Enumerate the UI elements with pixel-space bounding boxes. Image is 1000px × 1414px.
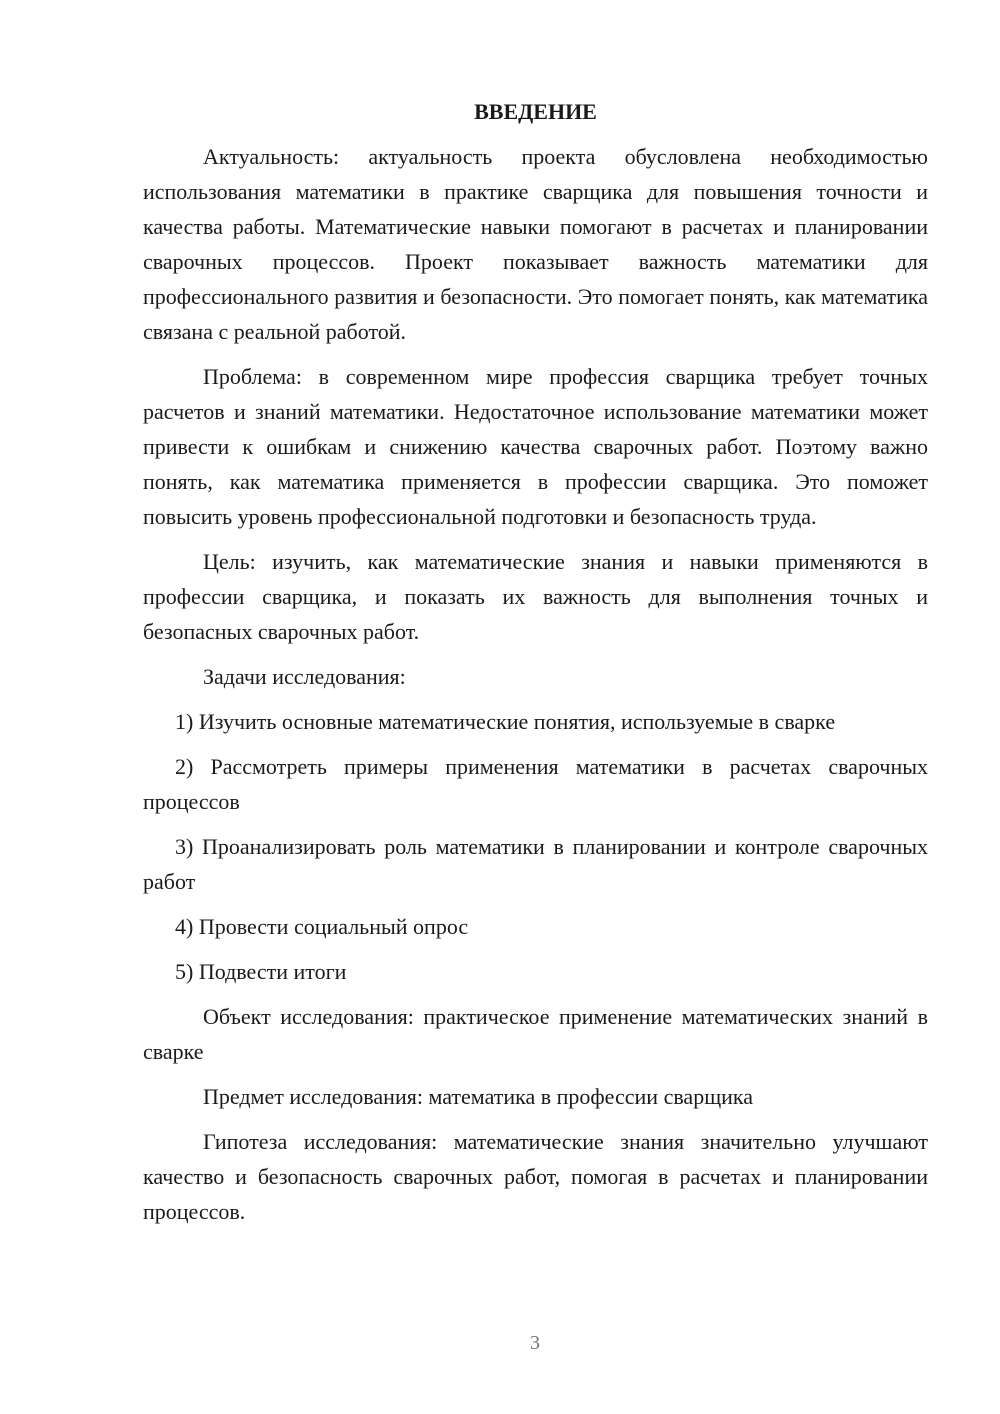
list-item: 3) Проанализировать роль математики в планировании и контроле сварочных работ [143, 834, 928, 894]
list-item: 2) Рассмотреть примеры применения математики в расчетах сварочных процессов [143, 754, 928, 814]
list-item: 4) Провести социальный опрос [175, 914, 469, 939]
tasks-list [143, 704, 928, 989]
paragraph-hypothesis: Гипотеза исследования: математические знания значительно улучшают качество и безопасность сварочных работ, помогая в расчетах и планировании процессов. [143, 1129, 928, 1224]
list-item: 1) Изучить основные математические понятия, используемые в сварке [175, 709, 836, 734]
page-content [143, 94, 928, 1239]
paragraph-object: Объект исследования: практическое применение математических знаний в сварке [143, 1004, 928, 1064]
tasks-heading: Задачи исследования: [203, 664, 406, 689]
page-title: ВВЕДЕНИЕ [474, 99, 597, 124]
page-number: 3 [530, 1332, 540, 1354]
paragraph-goal: Цель: изучить, как математические знания и навыки применяются в профессии сварщика, и показать их важность для выполнения точных и безопасных сварочных работ. [143, 549, 928, 644]
paragraph-relevance: Актуальность: актуальность проекта обусловлена необходимостью использования математики в практике сварщика для повышения точности и качества работы. Математические навыки помогают в расчетах и планировании сварочных процессов. Проект показывает важность математики для профессионального развития и безопасности. Это помогает понять, как математика связана с реальной работой. [143, 144, 928, 344]
list-item: 5) Подвести итоги [175, 959, 347, 984]
paragraph-problem: Проблема: в современном мире профессия сварщика требует точных расчетов и знаний математики. Недостаточное использование математики может привести к ошибкам и снижению качества сварочных работ. Поэтому важно понять, как математика применяется в профессии сварщика. Это поможет повысить уровень профессиональной подготовки и безопасность труда. [143, 364, 928, 529]
paragraph-subject: Предмет исследования: математика в профессии сварщика [203, 1084, 754, 1109]
